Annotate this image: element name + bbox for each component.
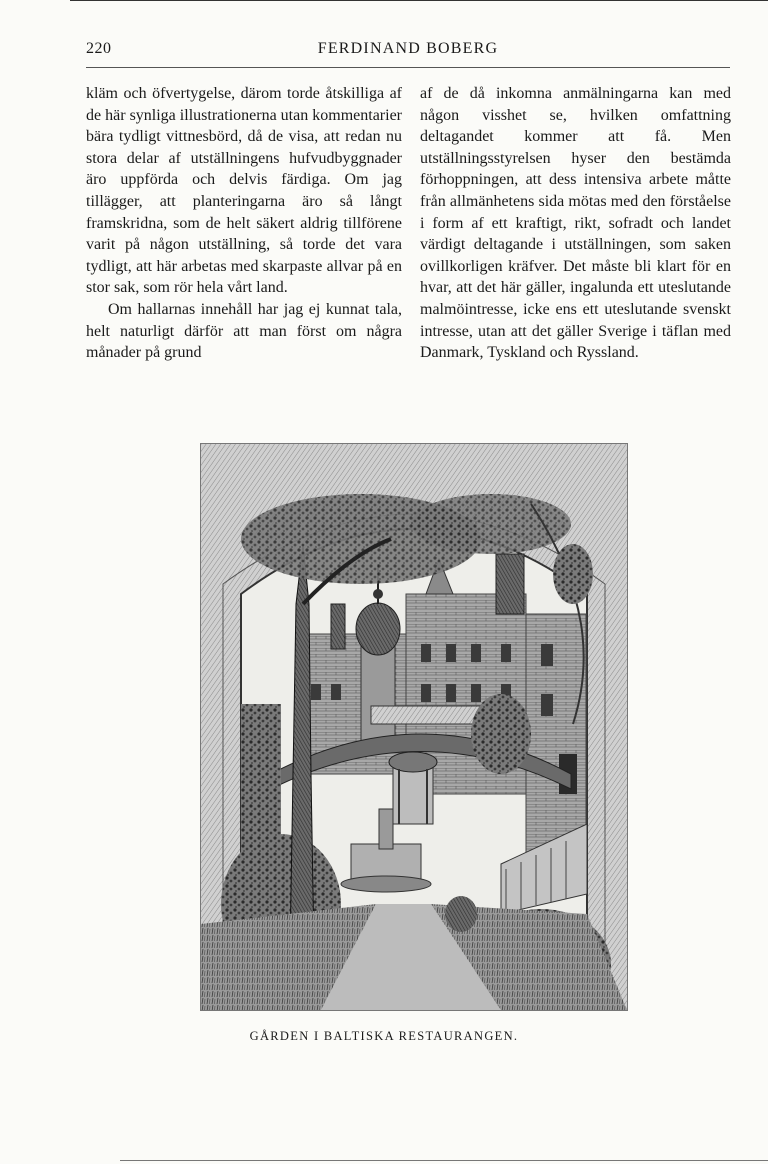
left-paragraph-2: Om hallarnas innehåll har jag ej kunnat tala, helt naturligt därför att man först om några månader på grund: [86, 300, 402, 362]
running-head: FERDINAND BOBERG: [317, 40, 499, 57]
page-number: 220: [86, 40, 112, 57]
bottom-border-line: [120, 1160, 768, 1161]
top-border-line: [70, 0, 768, 1]
page-header: [86, 40, 730, 62]
left-column: [86, 83, 402, 364]
right-paragraph-1: af de då inkomna anmälningarna kan med någon visshet se, hvilken omfattning deltagandet kommer att få. Men utställningsstyrelsen hyser den bestämda förhoppningen, att dess intensiva arbete måtte från allmänhetens sida mötas med den förståelse i form af ett kraftigt, rikt, sofradt och landet värdigt deltagande i utställningen, som saken ovillkorligen kräfver. Det måste bli klart för en hvar, att det här gäller, ingalunda ett uteslutande malmöintresse, icke ens ett uteslutande svenskt intresse, utan att det gäller Sverige i täflan med Danmark, Tyskland och Ryssland.: [420, 85, 731, 362]
right-column: [420, 83, 731, 364]
engraving-drawing: [201, 444, 627, 1010]
header-rule: [86, 67, 730, 68]
left-paragraph-1: kläm och öfvertygelse, därom torde åtskilliga af de här synliga illustrationerna utan kommentarier bära tydligt vittnesbörd, då de visa, att redan nu stora delar af utställningens hufvudbyggnader äro uppförda och delvis färdiga. Om jag tillägger, att planteringarna äro så långt framskridna, som de helt säkert aldrig tillförene varit på någon utställning, så torde det vara tydligt, att här arbetas med skarpaste allvar på en stor sak, som rör hela vårt land.: [86, 85, 402, 297]
courtyard-illustration: [200, 443, 628, 1011]
figure-caption: GÅRDEN I BALTISKA RESTAURANGEN.: [249, 1029, 519, 1043]
